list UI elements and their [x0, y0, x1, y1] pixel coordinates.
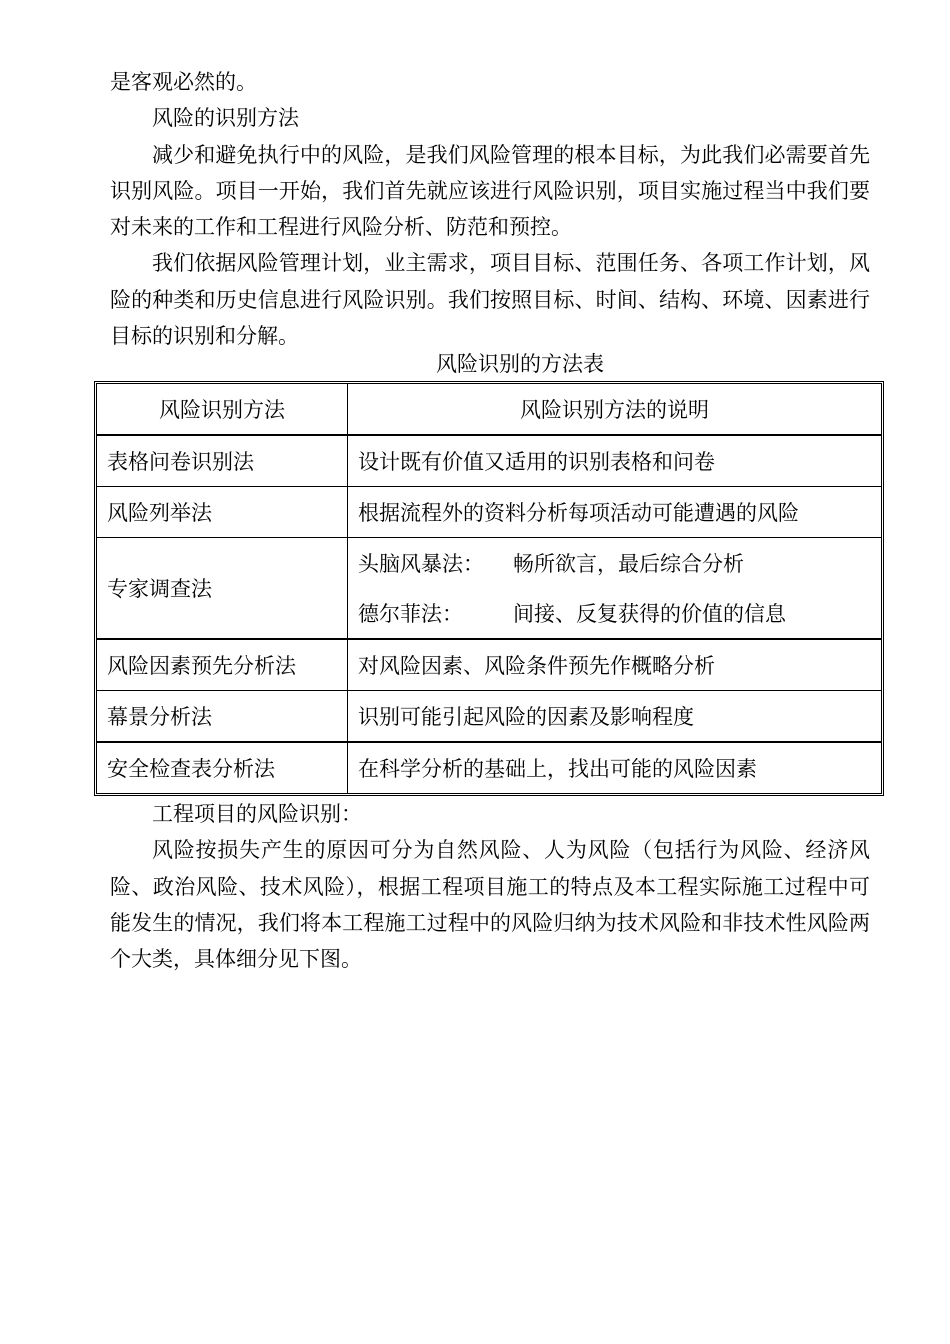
method-cell: 安全检查表分析法: [97, 743, 348, 793]
table-row-expert-survey: [97, 538, 881, 640]
top-text-block: [110, 64, 870, 354]
risk-methods-table: [94, 381, 884, 796]
method-cell: 幕景分析法: [97, 691, 348, 743]
header-description: 风险识别方法的说明: [348, 384, 881, 436]
description-cell: 在科学分析的基础上，找出可能的风险因素: [358, 757, 757, 781]
method-cell: 表格问卷识别法: [97, 436, 348, 487]
paragraph-identification-basis: 我们依据风险管理计划，业主需求，项目目标、范围任务、各项工作计划，风险的种类和历史信息进行风险识别。我们按照目标、时间、结构、环境、因素进行目标的识别和分解。: [110, 251, 870, 349]
sub-method-line: [358, 538, 881, 588]
sub-method-desc: 畅所欲言，最后综合分析: [513, 552, 744, 576]
method-cell: 风险因素预先分析法: [97, 640, 348, 691]
description-cell-multi: [348, 538, 881, 640]
table-row: [97, 436, 881, 487]
table-caption: 风险识别的方法表: [436, 352, 604, 376]
method-cell: 专家调查法: [97, 538, 348, 640]
bottom-text-block: [110, 796, 870, 977]
header-method: 风险识别方法: [97, 384, 348, 436]
section-heading-project-risk: 工程项目的风险识别：: [152, 802, 362, 826]
table-header-row: [97, 384, 881, 436]
description-cell: 设计既有价值又适用的识别表格和问卷: [348, 436, 881, 487]
paragraph-continuation: 是客观必然的。: [110, 70, 257, 94]
paragraph-risk-reduction: 减少和避免执行中的风险，是我们风险管理的根本目标，为此我们必需要首先识别风险。项目一开始，我们首先就应该进行风险识别，项目实施过程当中我们要对未来的工作和工程进行风险分析、防范和预控。: [110, 142, 870, 240]
description-cell: 对风险因素、风险条件预先作概略分析: [348, 640, 881, 691]
table-row: [97, 487, 881, 538]
table-row: [97, 743, 881, 793]
paragraph-risk-classification: 风险按损失产生的原因可分为自然风险、人为风险（包括行为风险、经济风险、政治风险、技术风险），根据工程项目施工的特点及本工程实际施工过程中可能发生的情况，我们将本工程施工过程中的风险归纳为技术风险和非技术性风险两个大类，具体细分见下图。: [110, 838, 870, 972]
table-row: [97, 691, 881, 743]
table-row: [97, 640, 881, 691]
sub-method-desc: 间接、反复获得的价值的信息: [513, 602, 786, 626]
description-cell: 根据流程外的资料分析每项活动可能遭遇的风险: [348, 487, 881, 538]
sub-method-name: 头脑风暴法：: [358, 552, 484, 576]
sub-method-name: 德尔菲法：: [358, 602, 463, 626]
method-cell: 风险列举法: [97, 487, 348, 538]
sub-method-line: [358, 588, 881, 638]
section-heading-identification-methods: 风险的识别方法: [152, 106, 299, 131]
description-cell: 识别可能引起风险的因素及影响程度: [348, 691, 881, 743]
